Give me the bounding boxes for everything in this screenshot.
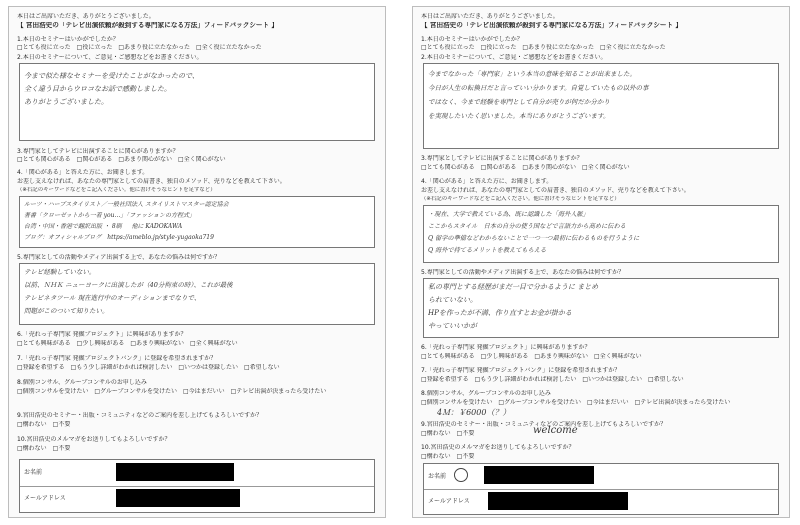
handwriting-line: 私の専門とする経歴がまだ一目で分かるように まとめ: [428, 283, 599, 291]
q6-option[interactable]: □とても興味がある: [421, 353, 475, 360]
q1-option[interactable]: □とても役に立った: [17, 44, 71, 51]
redacted-email: [116, 489, 240, 507]
q7-option[interactable]: □もう少し詳細がわかれば検討したい: [70, 364, 173, 371]
q2-label: 2.本日のセミナーについて、ご意見・ご感想などをお書きください。: [17, 54, 203, 61]
handwriting-line: 著書「クローゼットから一着 you...」「ファッションの方程式」: [24, 212, 196, 219]
q6-option[interactable]: □とても興味がある: [17, 340, 71, 347]
greeting: 本日はご出席いただき、ありがとうございました。: [17, 13, 155, 20]
handwriting-line: 以前、ＮＨＫ ニューヨークに出演したが（40分拘束の時）、これが最後: [24, 281, 233, 289]
q6-option[interactable]: □全く興味がない: [190, 340, 238, 347]
handwriting-line: ブログ：オフィシャルブログ https://ameblo.jp/style-yugaoka719: [24, 234, 214, 241]
q9-handwritten-note: welcome: [533, 425, 578, 436]
q8-option[interactable]: □今はまだいい: [586, 399, 629, 406]
q8-options: [17, 388, 377, 395]
q7-label: 7.「売れっ子専門家 発掘プロジェクトバンク」に登録を希望されますか？: [17, 355, 217, 362]
divider: [424, 489, 778, 490]
handwriting-line: 問題がこのついて知りたい。: [24, 307, 109, 315]
q8-handwritten-note: 4Ｍ：￥6000（？）: [437, 408, 511, 417]
stamp-circle: [454, 468, 468, 482]
q8-label: 8.個別コンサル、グループコンサルのお申し込み: [421, 390, 551, 397]
q8-option[interactable]: □テレビ出演が決まったら受けたい: [230, 388, 327, 395]
q1-label: 1.本日のセミナーはいかがでしたか？: [17, 36, 119, 43]
name-label: お名前: [428, 473, 447, 480]
handwriting-line: HPを作ったが不満、作り直すとお金が掛かる: [428, 309, 572, 317]
q10-option[interactable]: □構わない: [17, 445, 47, 452]
q6-label: 6.「売れっ子専門家 発掘プロジェクト」に興味がありますか？: [421, 344, 591, 351]
q1-option[interactable]: □役に立った: [76, 44, 113, 51]
q10-option[interactable]: □構わない: [421, 453, 451, 460]
q5-answer-box[interactable]: [423, 278, 779, 338]
q10-option[interactable]: □不要: [52, 445, 71, 452]
q3-label: 3.専門家としてテレビに出演することに関心がありますか？: [17, 148, 179, 155]
q9-options: [17, 421, 377, 428]
q3-option[interactable]: □全く関心がない: [178, 156, 226, 163]
q7-option[interactable]: □もう少し詳細がわかれば検討したい: [474, 376, 577, 383]
q4-label-b: お差し支えなければ、あなたの専門家としての肩書き、独自のメソッド、売りなどを教えて下さい。: [421, 187, 690, 194]
handwriting-line: ・現在、大学で教えている為、既に認識した「海外人脈」: [428, 211, 589, 218]
q4-label-b: お差し支えなければ、あなたの専門家としての肩書き、独自のメソッド、売りなどを教えて下さい。: [17, 178, 286, 185]
q2-label: 2.本日のセミナーについて、ご意見・ご感想などをお書きください。: [421, 54, 607, 61]
q8-option[interactable]: □個別コンサルを受けたい: [17, 388, 89, 395]
q8-options: [421, 399, 781, 406]
feedback-sheet-right: [412, 6, 790, 518]
handwriting-line: ではなく、今まで経験を専門として自分が売りが何だか分かり: [428, 98, 610, 106]
q4-note: （※右記のキーワードなどをご記入ください。他に書けそうなヒントを足すなど）: [421, 196, 620, 202]
handwriting-line: ルーツ・ハーブスタイリスト／一般社団法人 スタイリストマスター認定協会: [24, 201, 229, 208]
q5-label: 5.専門家としての活動やメディア出演する上で、あなたの悩みは何ですか？: [17, 254, 221, 261]
q8-option[interactable]: □個別コンサルを受けたい: [421, 399, 493, 406]
q7-option[interactable]: □登録を希望する: [17, 364, 65, 371]
q4-answer-box[interactable]: [423, 205, 779, 263]
q1-option[interactable]: □全く役に立たなかった: [196, 44, 262, 51]
q10-label: 10.宮田浩史のメルマガをお送りしてもよろしいですか？: [421, 444, 575, 451]
handwriting-line: 今日が人生の転換日だと言っていい分かります。自覚していたもの以外の事: [428, 84, 649, 92]
q8-option[interactable]: □グループコンサルを受けたい: [498, 399, 581, 406]
divider: [20, 486, 374, 487]
q9-option[interactable]: □構わない: [421, 430, 451, 437]
q10-option[interactable]: □不要: [456, 453, 475, 460]
q10-options: [421, 453, 781, 460]
q8-option[interactable]: □グループコンサルを受けたい: [94, 388, 177, 395]
q3-option[interactable]: □とても関心がある: [17, 156, 71, 163]
q3-option[interactable]: □関心がある: [76, 156, 113, 163]
q1-option[interactable]: □役に立った: [480, 44, 517, 51]
q6-option[interactable]: □少し興味がある: [480, 353, 529, 360]
q7-options: [17, 364, 377, 371]
q6-option[interactable]: □あまり興味がない: [130, 340, 185, 347]
q4-answer-box[interactable]: [19, 196, 375, 248]
q3-options: [17, 156, 377, 163]
handwriting-line: ありがとうございました。: [24, 98, 108, 106]
q7-option[interactable]: □希望しない: [648, 376, 684, 383]
q4-label-a: 4.「関心がある」と答えた方に、お聞きします。: [421, 178, 553, 185]
handwriting-line: を実現したいたく思いました。本当にありがとうございます。: [428, 112, 610, 120]
q3-label: 3.専門家としてテレビに出演することに関心がありますか？: [421, 155, 583, 162]
q1-option[interactable]: □とても役に立った: [421, 44, 475, 51]
q9-label: 9.宮田浩史のセミナー・出版・コミュニティなどのご案内を差し上げてもよろしいですか？: [421, 421, 667, 428]
q9-label: 9.宮田浩史のセミナー・出版・コミュニティなどのご案内を差し上げてもよろしいですか？: [17, 412, 263, 419]
q8-option[interactable]: □テレビ出演が決まったら受けたい: [634, 399, 731, 406]
q6-option[interactable]: □あまり興味がない: [534, 353, 589, 360]
q3-option[interactable]: □全く関心がない: [582, 164, 630, 171]
q1-label: 1.本日のセミナーはいかがでしたか？: [421, 36, 523, 43]
q10-label: 10.宮田浩史のメルマガをお送りしてもよろしいですか？: [17, 436, 171, 443]
q8-option[interactable]: □今はまだいい: [182, 388, 225, 395]
q9-option[interactable]: □構わない: [17, 421, 47, 428]
handwriting-line: られていない。: [428, 296, 477, 304]
redacted-email: [488, 492, 628, 510]
q2-answer-box[interactable]: [423, 63, 779, 149]
q7-option[interactable]: □いつかは登録したい: [582, 376, 643, 383]
handwriting-line: Q 海外で持てるメリットを教えてもらえる: [428, 247, 547, 254]
q9-options: [421, 430, 781, 437]
email-label: メールアドレス: [24, 495, 66, 502]
q4-label-a: 4.「関心がある」と答えた方に、お聞きします。: [17, 169, 149, 176]
q6-option[interactable]: □全く興味がない: [594, 353, 642, 360]
q7-options: [421, 376, 781, 383]
q2-answer-box[interactable]: [19, 63, 375, 141]
q5-answer-box[interactable]: [19, 263, 375, 325]
contact-box: [19, 459, 375, 513]
q3-option[interactable]: □関心がある: [480, 164, 517, 171]
handwriting-line: ここからスタイル 日本の自分の使う国などで言語力から高めに伝わる: [428, 223, 626, 230]
q6-options: [17, 340, 377, 347]
q7-option[interactable]: □登録を希望する: [421, 376, 469, 383]
q5-label: 5.専門家としての活動やメディア出演する上で、あなたの悩みは何ですか？: [421, 269, 625, 276]
redacted-name: [484, 466, 594, 484]
handwriting-line: テレビ経験していない。: [24, 268, 96, 276]
handwriting-line: Q 留学の準備などわからないことで一つ一つ最初に伝わるものを行うように: [428, 235, 640, 242]
sheet-title: 【 宮田浩史の「テレビ出演依頼が殺到する専門家になる方法」フィードバックシート 】: [17, 22, 278, 29]
contact-box: [423, 463, 779, 515]
q9-option[interactable]: □不要: [52, 421, 71, 428]
handwriting-line: 今まで似た様なセミナーを受けたことがなかったので、: [24, 72, 199, 80]
q7-option[interactable]: □希望しない: [244, 364, 280, 371]
q10-options: [17, 445, 377, 452]
q1-option[interactable]: □あまり役に立たなかった: [522, 44, 595, 51]
q1-option[interactable]: □あまり役に立たなかった: [118, 44, 191, 51]
q7-label: 7.「売れっ子専門家 発掘プロジェクトバンク」に登録を希望されますか？: [421, 367, 621, 374]
sheet-title: 【 宮田浩史の「テレビ出演依頼が殺到する専門家になる方法」フィードバックシート 】: [421, 22, 682, 29]
q1-option[interactable]: □全く役に立たなかった: [600, 44, 666, 51]
handwriting-line: テレビネタツール 現在進行中のオーディションまでなりで、: [24, 294, 201, 302]
q8-label: 8.個別コンサル、グループコンサルのお申し込み: [17, 379, 147, 386]
q4-note: （※右記のキーワードなどをご記入ください。他に書けそうなヒントを足すなど）: [17, 187, 216, 193]
q6-label: 6.「売れっ子専門家 発掘プロジェクト」に興味がありますか？: [17, 331, 187, 338]
q3-options: [421, 164, 781, 171]
q3-option[interactable]: □あまり関心がない: [522, 164, 577, 171]
greeting: 本日はご出席いただき、ありがとうございました。: [421, 13, 559, 20]
q1-options: [17, 44, 377, 51]
q3-option[interactable]: □とても関心がある: [421, 164, 475, 171]
name-label: お名前: [24, 469, 43, 476]
q9-option[interactable]: □不要: [456, 430, 475, 437]
email-label: メールアドレス: [428, 498, 470, 505]
handwriting-line: 台湾・中国・香港で翻訳出版 ・ 8刷 他に KADOKAWA: [24, 223, 183, 230]
handwriting-line: 今までなかった「専門家」という本当の意味を知ることが出来ました。: [428, 70, 636, 78]
q1-options: [421, 44, 781, 51]
handwriting-line: 全く違う目からウロコなお話で感動しました。: [24, 85, 171, 93]
feedback-sheet-left: [8, 6, 386, 518]
q3-option[interactable]: □あまり関心がない: [118, 156, 173, 163]
q6-option[interactable]: □少し興味がある: [76, 340, 125, 347]
handwriting-line: やっていいかが: [428, 322, 477, 330]
redacted-name: [116, 463, 234, 481]
q7-option[interactable]: □いつかは登録したい: [178, 364, 239, 371]
q6-options: [421, 353, 781, 360]
